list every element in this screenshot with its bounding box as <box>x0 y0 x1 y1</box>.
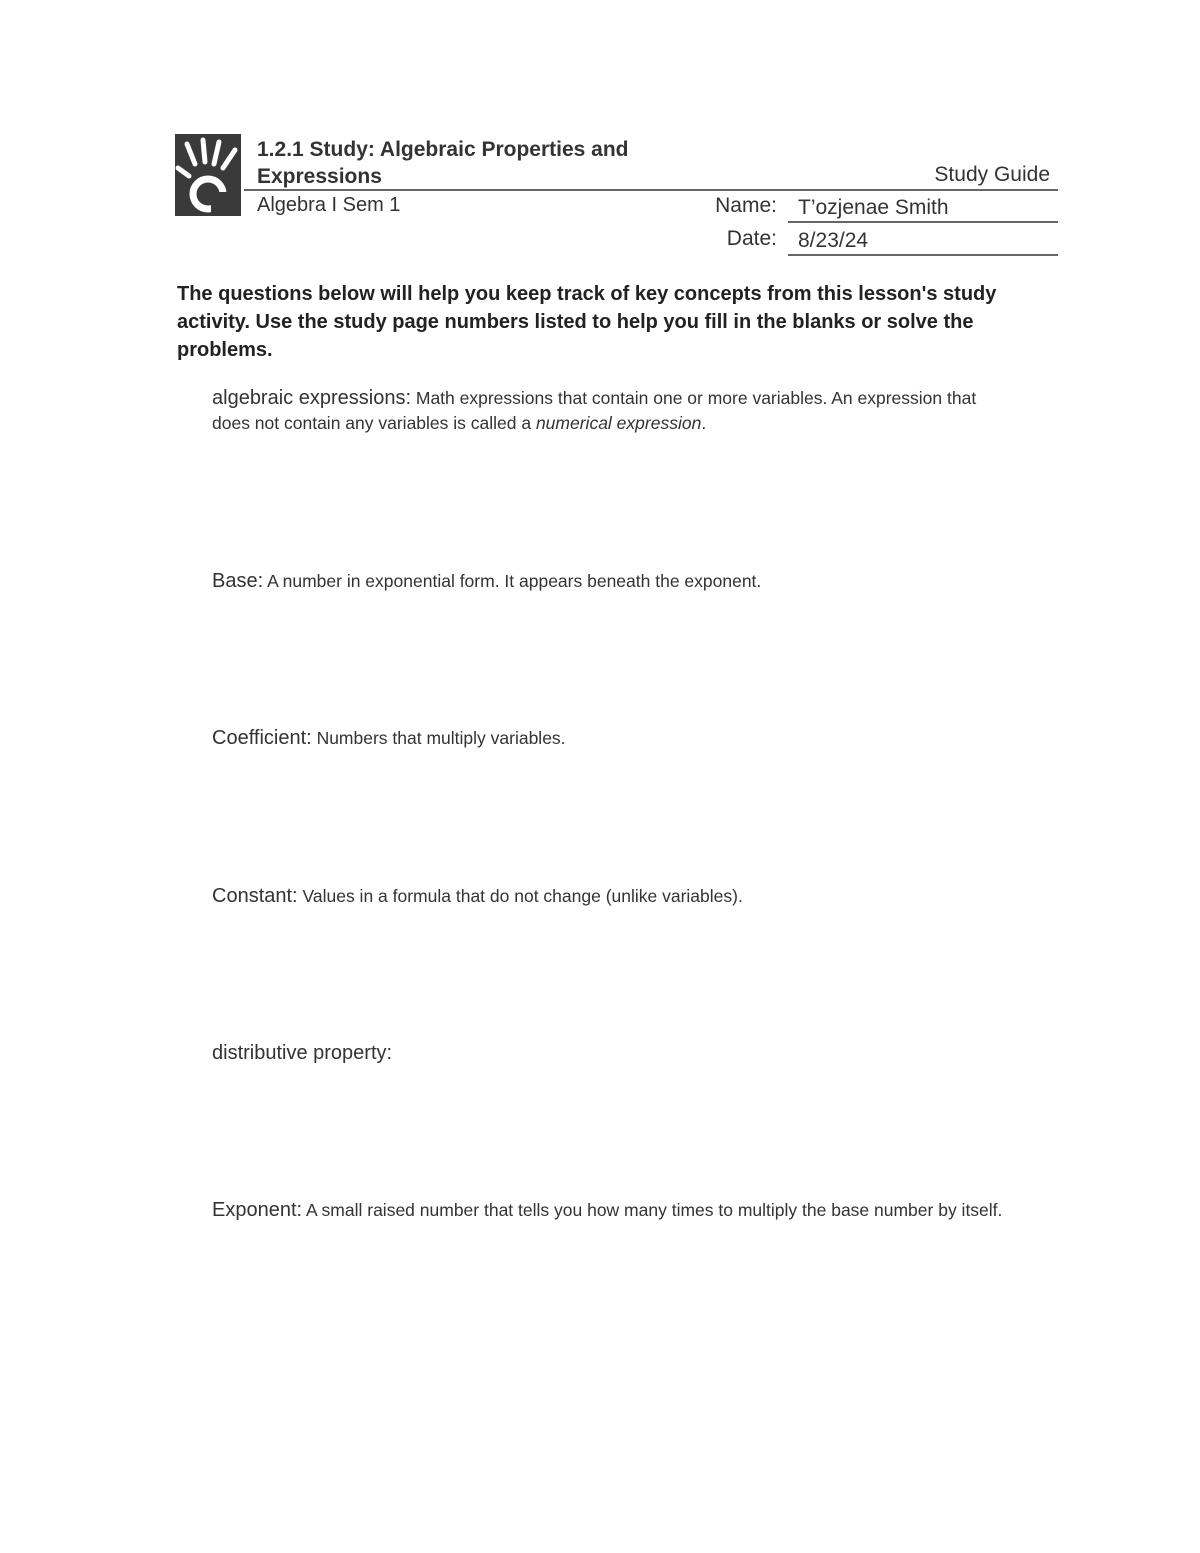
term-entry-algebraic-expressions <box>212 386 1012 436</box>
term-entry-base <box>212 569 1012 594</box>
lightbulb-burst-icon <box>175 134 241 216</box>
course-label: Algebra I Sem 1 <box>257 194 401 216</box>
term-definition: Values in a formula that do not change (unlike variables). <box>302 886 743 906</box>
term-definition-end: . <box>701 413 707 433</box>
term-entry-distributive-property <box>212 1041 1012 1066</box>
term-definition: A number in exponential form. It appears beneath the exponent. <box>267 571 762 591</box>
term-definition-italic: numerical expression <box>535 413 702 433</box>
term-name: Constant: <box>212 885 298 907</box>
page-title: 1.2.1 Study: Algebraic Properties and Expressions <box>257 138 629 188</box>
term-entry-constant <box>212 884 1012 909</box>
name-label: Name: <box>715 194 777 217</box>
term-name: Base: <box>212 570 264 592</box>
term-definition: A small raised number that tells you how many times to multiply the base number by itself. <box>305 1200 1003 1220</box>
instructions-text: The questions below will help you keep track of key concepts from this lesson's study activity. Use the study page numbers listed to help you fill in the blanks or solve the problems. <box>177 283 997 361</box>
doc-type-label: Study Guide <box>934 163 1050 186</box>
term-entry-exponent <box>212 1198 1012 1223</box>
term-name: Exponent: <box>212 1199 303 1221</box>
term-definition: Math expressions that contain one or more variables. An expression that does not contain any variables is called a <box>212 388 977 433</box>
name-field[interactable]: T’ozjenae Smith <box>788 192 1058 223</box>
term-name: algebraic expressions: <box>212 387 411 409</box>
date-field[interactable]: 8/23/24 <box>788 225 1058 256</box>
term-definition: Numbers that multiply variables. <box>316 728 566 748</box>
term-name: distributive property: <box>212 1042 393 1064</box>
term-entry-coefficient <box>212 726 1012 751</box>
date-label: Date: <box>726 227 777 250</box>
header-divider <box>244 189 1058 191</box>
term-name: Coefficient: <box>212 727 312 749</box>
